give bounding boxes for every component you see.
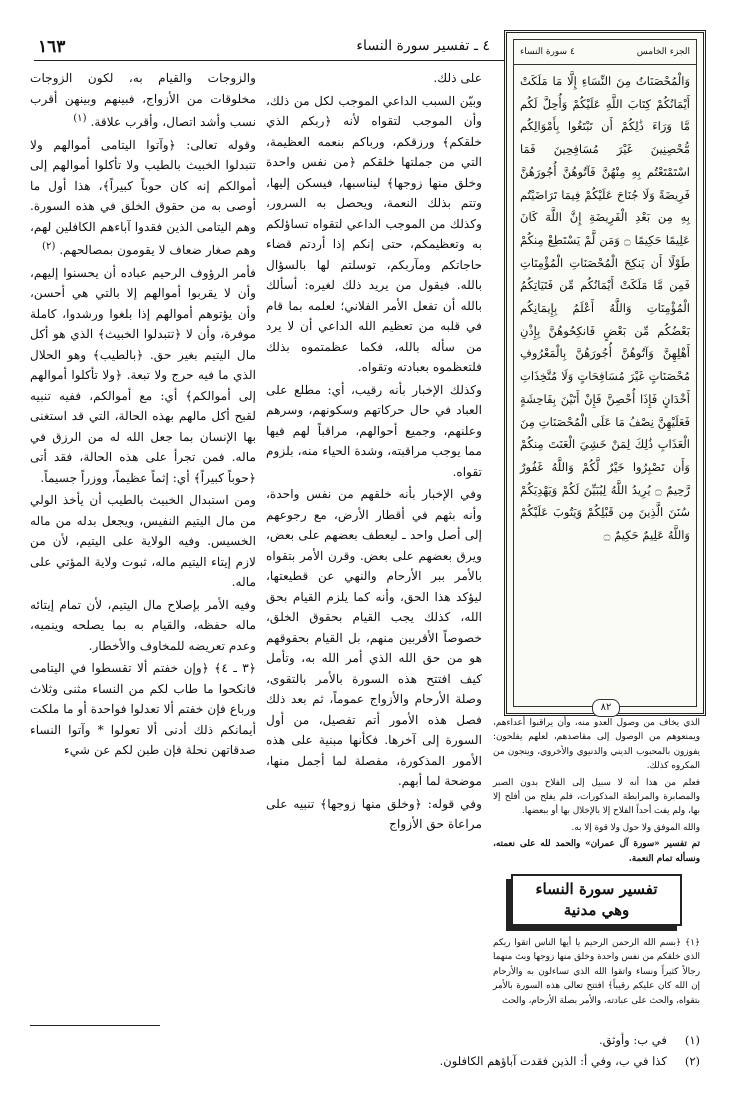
right-paragraph-3: والله الموفق ولا حول ولا قوة إلا به.: [571, 822, 700, 833]
quran-verses-text: وَالْمُحْصَنَاتُ مِنَ النِّسَاءِ إِلَّا مَا مَلَكَتْ أَيْمَانُكُمْ كِتَابَ اللَّهِ عَلَيْكُمْ وَأُحِلَّ لَكُم مَّا وَرَاءَ ذَٰلِكُمْ أَن تَبْتَغُوا بِأَمْوَالِكُم مُّحْصِنِينَ غَيْرَ مُسَافِحِينَ فَمَا اسْتَمْتَعْتُم بِهِ مِنْهُنَّ فَآتُوهُنَّ أُجُورَهُنَّ فَرِيضَةً وَلَا جُنَاحَ عَلَيْكُمْ فِيمَا تَرَاضَيْتُم بِهِ مِن بَعْدِ الْفَرِيضَةِ إِنَّ اللَّهَ كَانَ عَلِيمًا حَكِيمًا ۝ وَمَن لَّمْ يَسْتَطِعْ مِنكُمْ طَوْلًا أَن يَنكِحَ الْمُحْصَنَاتِ الْمُؤْمِنَاتِ فَمِن مَّا مَلَكَتْ أَيْمَانُكُم مِّن فَتَيَاتِكُمُ الْمُؤْمِنَاتِ وَاللَّهُ أَعْلَمُ بِإِيمَانِكُم بَعْضُكُم مِّن بَعْضٍ فَانكِحُوهُنَّ بِإِذْنِ أَهْلِهِنَّ وَآتُوهُنَّ أُجُورَهُنَّ بِالْمَعْرُوفِ مُحْصَنَاتٍ غَيْرَ مُسَافِحَاتٍ وَلَا مُتَّخِذَاتِ أَخْدَانٍ فَإِذَا أُحْصِنَّ فَإِنْ أَتَيْنَ بِفَاحِشَةٍ فَعَلَيْهِنَّ نِصْفُ مَا عَلَى الْمُحْصَنَاتِ مِنَ الْعَذَابِ ذَٰلِكَ لِمَنْ خَشِيَ الْعَنَتَ مِنكُمْ وَأَن تَصْبِرُوا خَيْرٌ لَّكُمْ وَاللَّهُ غَفُورٌ رَّحِيمٌ ۝ يُرِيدُ اللَّهُ لِيُبَيِّنَ لَكُمْ وَيَهْدِيَكُمْ سُنَنَ الَّذِينَ مِن قَبْلِكُمْ وَيَتُوبَ عَلَيْكُمْ وَاللَّهُ عَلِيمٌ حَكِيمٌ ۝: [520, 74, 690, 543]
footnotes: [30, 1030, 700, 1072]
right-paragraph-4: تم تفسير «سورة آل عمران» والحمد لله على نعمته، ونسأله تمام النعمة.: [493, 839, 700, 864]
footnote-divider: [30, 1025, 160, 1026]
footnote-1-num: (١): [684, 1033, 700, 1047]
middle-column: [266, 68, 482, 837]
surah-title-box: [511, 874, 682, 926]
footnote-1: [30, 1030, 700, 1051]
quran-page-marker: ٨٢: [592, 699, 620, 717]
left-paragraph-1: [30, 68, 256, 133]
left-paragraph-3: فأمر الرؤوف الرحيم عباده أن يحسنوا إليهم، وأن لا يقربوا أموالهم إلا بالتي هي أحسن، وأن يؤتوهم أموالهم إذا بلغوا ورشدوا، كاملة موفرة، وأن لا ﴿تتبدلوا الخبيث﴾ الذي هو أكل مال اليتيم بغير حق. ﴿بالطيب﴾ وهو الحلال الذي ما فيه حرج ولا تبعة. ﴿ولا تأكلوا أموالهم إلى أموالكم﴾ أي: مع أموالكم، ففيه تنبيه لقبح أكل مالهم بهذه الحالة، التي قد استغنى بها الإنسان بما جعل الله له من الرزق في ماله. فمن تجرأ على هذه الحالة، فقد أتى ﴿حوباً كبيراً﴾ أي: إثماً عظيماً، ووزراً جسيماً.: [30, 265, 256, 485]
mid-paragraph-1: وبيّن السبب الداعي الموجب لكل من ذلك، وأن الموجب لتقواه لأنه ﴿ربكم الذي خلقكم﴾ ورزقكم، ورباكم بنعمه العظيمة، التي من جملتها خلقكم ﴿من نفس واحدة وخلق منها زوجها﴾ ليناسبها، فيسكن إليها، وتتم بذلك النعمة، ويحصل به السرور، وكذلك من الموجب الداعي لتقواه تساؤلكم به وتعظيمكم، حتى إنكم إذا أردتم قضاء حاجاتكم ومآربكم، توسلتم لها بالسؤال بالله. فيقول من يريد ذلك لغيره: أسألك بالله أن تفعل الأمر الفلاني؛ لعلمه بما قام في قلبه من تعظيم الله الداعي أن لا يرد من سأله بالله، فكما عظمتموه بذلك فلتعظموه بعبادته وتقواه.: [266, 93, 482, 374]
surah-title-line1: تفسير سورة النساء: [535, 880, 658, 899]
mid-paragraph-3: وفي الإخبار بأنه خلقهم من نفس واحدة، وأنه بثهم في أقطار الأرض، مع رجوعهم إلى أصل واحد ـ ليعطف بعضهم على بعض، ويرق بعضهم على بعض. وقرن الأمر بتقواه بالأمر ببر الأرحام والنهي عن قطيعتها، ليؤكد هذا الحق، وأنه كما يلزم القيام بحق الله، كذلك يجب القيام بحقوق الخلق، خصوصاً الأقربين منهم، بل القيام بحقوقهم هو من حق الله الذي أمر الله به، وتأمل كيف افتتح هذه السورة بالأمر بالتقوى، وصلة الأرحام والأزواج عموماً، ثم بعد ذلك فصل هذه الأمور أتم تفصيل، من أول السورة إلى آخرها. فكأنها مبنية على هذه الأمور المذكورة، مفصلة لما أجمل منها، موضحة لما أبهم.: [266, 487, 482, 788]
mid-paragraph-0: على ذلك.: [433, 71, 482, 85]
right-paragraph-5: ﴿١﴾ ﴿بسم الله الرحمن الرحيم يا أيها الناس اتقوا ربكم الذي خلقكم من نفس واحدة وخلق منها زوجها وبث منهما رجالاً كثيراً ونساء واتقوا الله الذي تساءلون به والأرحام إن الله كان عليكم رقيباً﴾ افتتح تعالى هذه السورة بالأمر بتقواه، والحث على عبادته، والأمر بصلة الأرحام، والحث: [493, 938, 700, 1006]
left-paragraph-6: ﴿٣ ـ ٤﴾ ﴿وإن خفتم ألا تقسطوا في اليتامى فانكحوا ما طاب لكم من النساء مثنى وثلاث ورباع فإن خفتم ألا تعدلوا فواحدة أو ما ملكت أيمانكم ذلك أدنى ألا تعولوا * وآتوا النساء صدقاتهن نحلة فإن طبن لكم عن شيء: [30, 661, 256, 758]
right-paragraph-2: فعلم من هذا أنه لا سبيل إلى الفلاح بدون الصبر والمصابرة والمرابطة المذكورات، فلم يفلح من أفلح إلا بها، ولم يفت أحداً الفلاح إلا بالإخلال بها أو ببعضها.: [493, 777, 700, 817]
page-number: ١٦٣: [38, 37, 66, 57]
left-p1-text: والزوجات والقيام به، لكون الزوجات مخلوقات من الأزواج، فبينهم وبينهن أقرب نسب وأشد اتصال، وأقرب علاقة.: [30, 71, 256, 130]
quran-box-frame: [513, 39, 697, 713]
quran-surah-label: ٤ سورة النساء: [520, 47, 575, 57]
running-title: ٤ ـ تفسير سورة النساء: [356, 38, 490, 54]
left-paragraph-5: وفيه الأمر بإصلاح مال اليتيم، لأن تمام إيتائه ماله حفظه، والقيام به بما يصلحه وينميه، وعدم تعريضه للمخاوف والأخطار.: [30, 597, 256, 653]
right-column-upper: [493, 716, 700, 1010]
right-paragraph-1: الذي يخاف من وصول العدو منه، وأن يراقبوا أعداءهم، ويمنعوهم من الوصول إلى مقاصدهم، لعلهم يفلحون: يفوزون بالمحبوب الديني والدنيوي والأخروي، وينجون من المكروه كذلك.: [493, 718, 700, 772]
quran-box-header: [514, 40, 696, 65]
left-p2-text: وقوله تعالى: ﴿وآتوا اليتامى أموالهم ولا تتبدلوا الخبيث بالطيب ولا تأكلوا أموالهم إلى أموالكم إنه كان حوباً كبيراً﴾، هذا أول ما أوصى به من حقوق الخلق في هذه السورة. وهم اليتامى الذين فقدوا آباءهم الكافلين لهم، وهم صغار ضعاف لا يقومون بمصالحهم.: [30, 137, 256, 258]
surah-title-line2: وهي مدنية: [563, 901, 630, 920]
footnote-1-text: في ب: وأوثق.: [598, 1033, 667, 1047]
left-paragraph-4: ومن استبدال الخبيث بالطيب أن يأخذ الولي من مال اليتيم النفيس، ويجعل بدله من ماله الخسيس. وفيه الولاية على اليتيم، لأن من لازم إيتاء اليتيم ماله، ثبوت ولاية المؤتي على ماله.: [30, 493, 256, 590]
footnote-2-text: كذا في ب، وفي أ: الذين فقدت آباؤهم الكافلون.: [439, 1054, 667, 1068]
left-column: [30, 68, 256, 763]
footnote-2-num: (٢): [684, 1054, 700, 1068]
mid-paragraph-4: وفي قوله: ﴿وخلق منها زوجها﴾ تنبيه على مراعاة حق الأزواج: [266, 796, 482, 831]
mid-paragraph-2: وكذلك الإخبار بأنه رقيب، أي: مطلع على العباد في حال حركاتهم وسكونهم، وسرهم وعلنهم، وجميع أحوالهم، مراقباً لهم فيها مما يوجب مراقبته، وشدة الحياء منه، بلزوم تقواه.: [266, 382, 482, 479]
footnote-2: [30, 1051, 700, 1072]
quran-verses-box: [504, 30, 706, 716]
left-paragraph-2: [30, 135, 256, 261]
quran-juz-label: الجزء الخامس: [636, 47, 690, 57]
footnote-marker-2: (٢): [42, 241, 56, 253]
footnote-marker-1: (١): [73, 113, 87, 124]
